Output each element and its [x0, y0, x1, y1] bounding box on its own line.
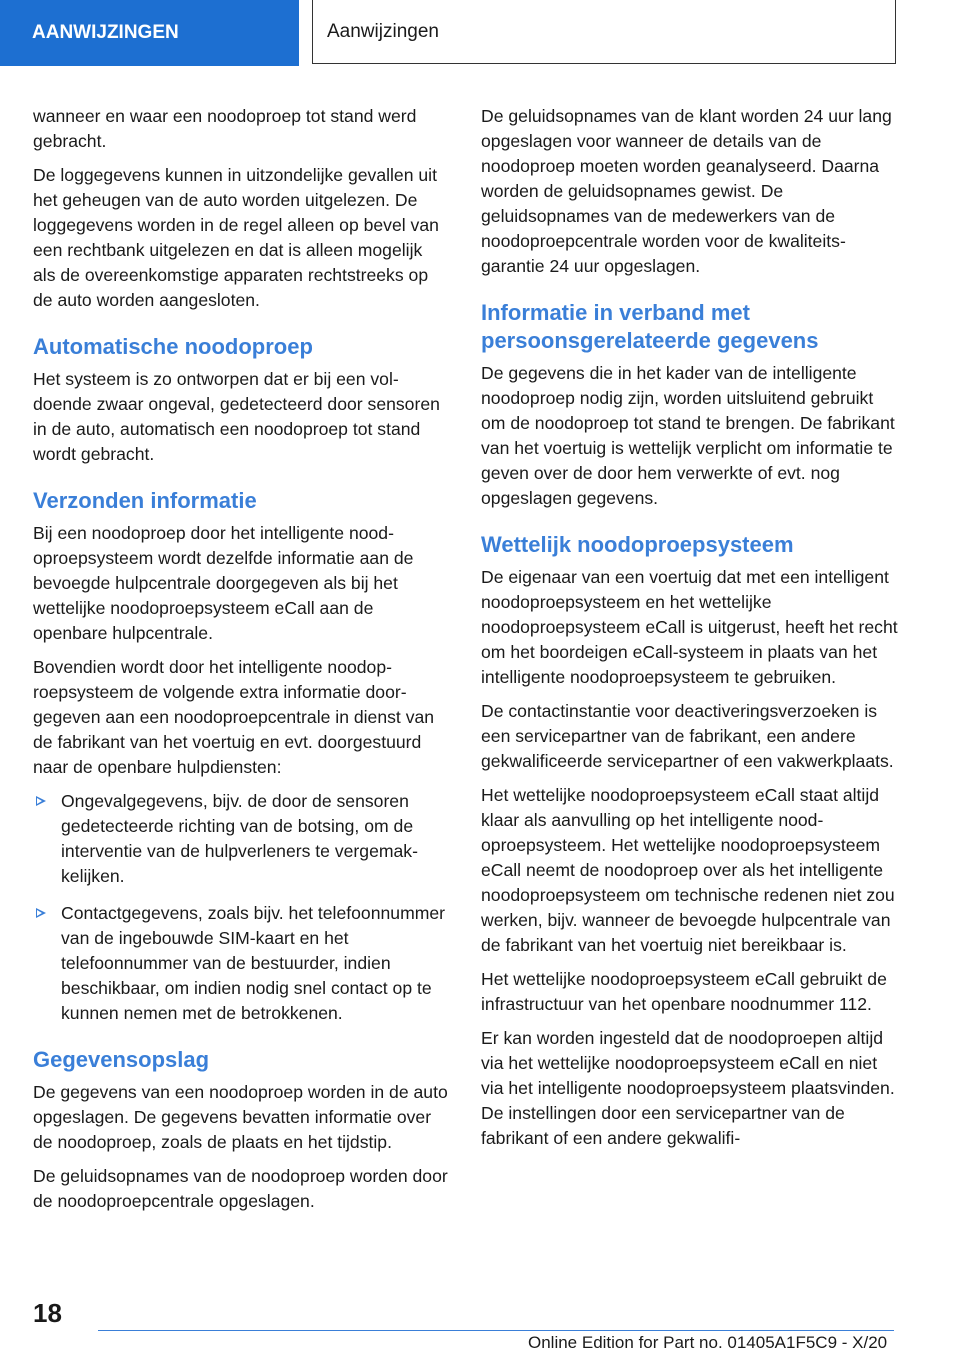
paragraph: Er kan worden ingesteld dat de noodoproepen altijd via het wettelijke noodoproepsysteem eCall en niet via het intelligente noodoproepsysteem plaatsvinden. De instellingen door een servicepartner van de fabrikant of een andere gekwalifi- — [481, 1028, 895, 1148]
footer-divider — [98, 1330, 894, 1331]
footer-edition: Online Edition for Part no. 01405A1F5C9 - X/20 — [528, 1333, 888, 1352]
paragraph: Bovendien wordt door het intelligente noodoproepsysteem de volgende extra informatie doorgegeven aan een noodoproepcentrale in dienst van de fabrikant van het voertuig en evt. doorgestuurd naar de openbare hulpdiensten: — [33, 657, 435, 777]
triangle-bullet-icon — [36, 908, 46, 918]
page-number: 18 — [33, 1298, 62, 1328]
heading-automatische-noodoproep: Automatische noodoproep — [33, 334, 313, 359]
paragraph: De loggegevens kunnen in uitzondelijke gevallen uit het geheugen van de auto worden uitgelezen. De loggegevens worden in de regel alleen op bevel van een rechtbank uitgelezen en dat is alleen mogelijk als de overeenkomstige apparaten rechtstreeks op de auto worden aangesloten. — [33, 165, 439, 310]
section-title: Aanwijzingen — [312, 0, 896, 64]
paragraph: Het wettelijke noodoproepsysteem eCall staat altijd klaar als aanvulling op het intelligente noodoproepsysteem. Het wettelijke noodoproepsysteem eCall neemt de noodoproep over als het intelligente noodoproepsysteem om technische redenen niet zou werken, bijv. wanneer de bevoegde hulpcentrale van de fabrikant van het voertuig niet bereikbaar is. — [481, 785, 895, 955]
paragraph: De eigenaar van een voertuig dat met een intelligent noodoproepsysteem en het wettelijke noodoproepsysteem eCall is uitgerust, heeft het recht om het boordeigen eCall-systeem in plaats van het intelligente noodoproepsysteem te gebruiken. — [481, 567, 898, 687]
paragraph: De gegevens van een noodoproep worden in de auto opgeslagen. De gegevens bevatten informatie over de noodoproep, zoals de plaats en het tijdstip. — [33, 1082, 448, 1152]
paragraph: Het systeem is zo ontworpen dat er bij een voldoende zwaar ongeval, gedetecteerd door sensoren in de auto, automatisch een noodoproep tot stand wordt gebracht. — [33, 369, 440, 464]
right-column — [481, 104, 899, 1160]
paragraph: De geluidsopnames van de klant worden 24 uur lang opgeslagen voor wanneer de details van de noodoproep moeten worden geanalyseerd. Daarna worden de geluidsopnames gewist. De geluidsopnames van de medewerkers van de noodoproepcentrale worden voor de kwaliteitsgarantie 24 uur opgeslagen. — [481, 106, 892, 276]
heading-informatie-persoonsgegevens: Informatie in verband met persoonsgerelateerde gegevens — [481, 300, 819, 353]
paragraph: wanneer en waar een noodoproep tot stand werd gebracht. — [33, 106, 417, 151]
heading-gegevensopslag: Gegevensopslag — [33, 1047, 210, 1072]
heading-wettelijk-noodoproepsysteem: Wettelijk noodoproepsysteem — [481, 532, 794, 557]
paragraph: De contactinstantie voor deactiveringsverzoeken is een servicepartner van de fabrikant, een andere gekwalificeerde servicepartner of een vakwerkplaats. — [481, 701, 894, 771]
list-item-text: Ongevalgegevens, bijv. de door de sensoren gedetecteerde richting van de botsing, om de interventie van de hulpverleners te vergemakkelijken. — [61, 791, 418, 886]
heading-verzonden-informatie: Verzonden informatie — [33, 488, 257, 513]
list-item-text: Contactgegevens, zoals bijv. het telefoonnummer van de ingebouwde SIM-kaart en het telefoonnummer van de bestuurder, indien beschikbaar, om indien nodig snel contact op te kunnen nemen met de betrokkenen. — [61, 903, 446, 1023]
chapter-tab: AANWIJZINGEN — [0, 0, 299, 66]
left-column — [33, 104, 448, 1223]
paragraph: De geluidsopnames van de noodoproep worden door de noodoproepcentrale opgeslagen. — [33, 1166, 448, 1211]
paragraph: De gegevens die in het kader van de intelligente noodoproep nodig zijn, worden uitsluitend gebruikt om de noodoproep tot stand te brengen. De fabrikant van het voertuig is wettelijk verplicht om informatie te geven over de door hem verwerkte of evt. nog opgeslagen gegevens. — [481, 363, 895, 508]
bullet-list — [33, 789, 448, 1026]
paragraph: Het wettelijke noodoproepsysteem eCall gebruikt de infrastructuur van het openbare noodnummer 112. — [481, 969, 887, 1014]
list-item — [33, 789, 448, 889]
triangle-bullet-icon — [36, 796, 46, 806]
paragraph: Bij een noodoproep door het intelligente noodoproepsysteem wordt dezelfde informatie aan de bevoegde hulpcentrale doorgegeven als bij het wettelijke noodoproepsysteem eCall aan de openbare hulpcentrale. — [33, 523, 414, 643]
list-item — [33, 901, 448, 1026]
